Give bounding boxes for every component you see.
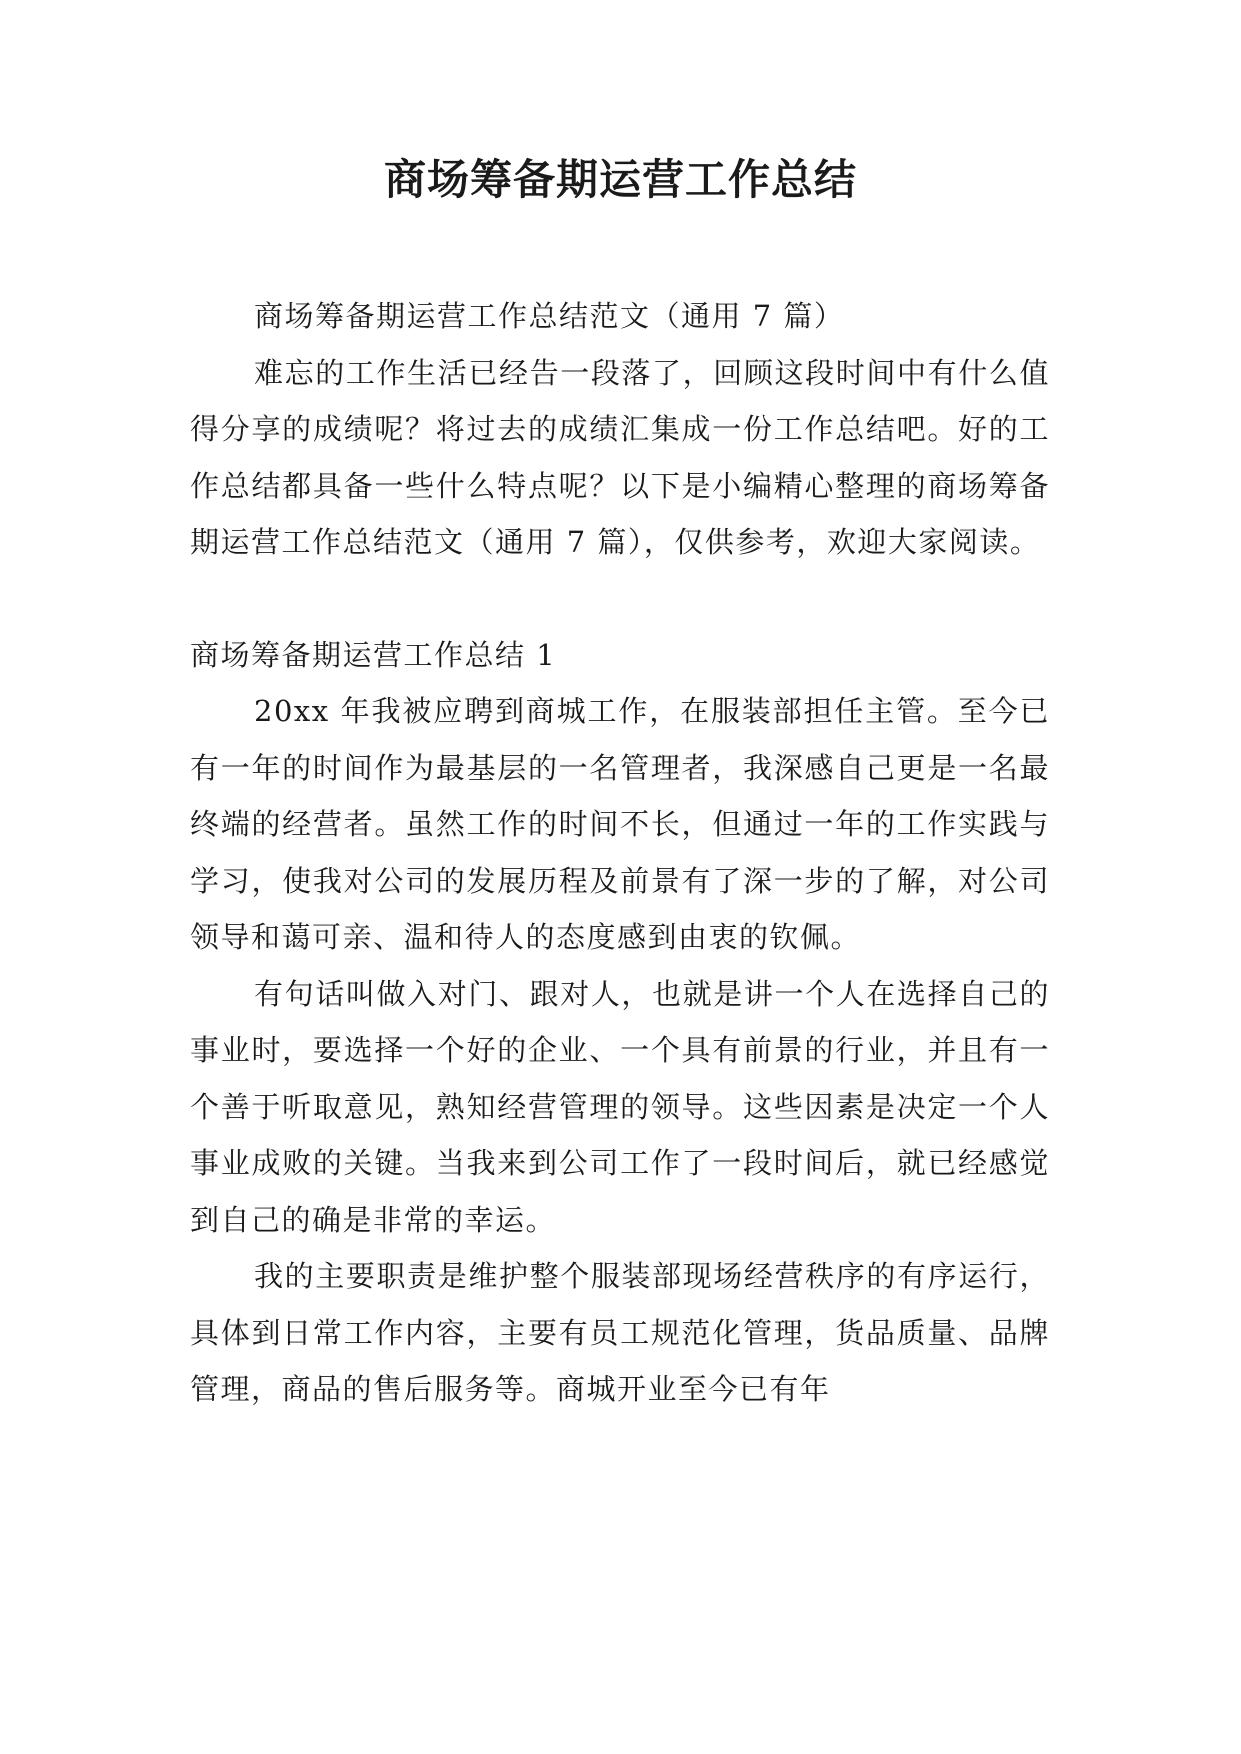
document-title: 商场筹备期运营工作总结 xyxy=(383,155,857,204)
section-paragraph: 20xx 年我被应聘到商城工作，在服装部担任主管。至今已有一年的时间作为最基层的一名管理者，我深感自己更是一名最终端的经营者。虽然工作的时间不长，但通过一年的工作实践与学习，使我对公司的发展历程及前景有了深一步的了解，对公司领导和蔼可亲、温和待人的态度感到由衷的钦佩。 xyxy=(190,694,1050,954)
intro-paragraph: 难忘的工作生活已经告一段落了，回顾这段时间中有什么值得分享的成绩呢？将过去的成绩汇集成一份工作总结吧。好的工作总结都具备一些什么特点呢？以下是小编精心整理的商场筹备期运营工作总结范文（通用 7 篇），仅供参考，欢迎大家阅读。 xyxy=(190,355,1050,559)
section-paragraph: 有句话叫做入对门、跟对人，也就是讲一个人在选择自己的事业时，要选择一个好的企业、一个具有前景的行业，并且有一个善于听取意见，熟知经营管理的领导。这些因素是决定一个人事业成败的关键。当我来到公司工作了一段时间后，就已经感觉到自己的确是非常的幸运。 xyxy=(190,976,1050,1237)
section-paragraph: 我的主要职责是维护整个服装部现场经营秩序的有序运行，具体到日常工作内容，主要有员工规范化管理，货品质量、品牌管理，商品的售后服务等。商城开业至今已有年 xyxy=(190,1259,1050,1406)
document-body xyxy=(190,288,1050,1418)
section-heading: 商场筹备期运营工作总结 1 xyxy=(190,637,557,672)
intro-heading: 商场筹备期运营工作总结范文（通用 7 篇） xyxy=(254,299,845,333)
